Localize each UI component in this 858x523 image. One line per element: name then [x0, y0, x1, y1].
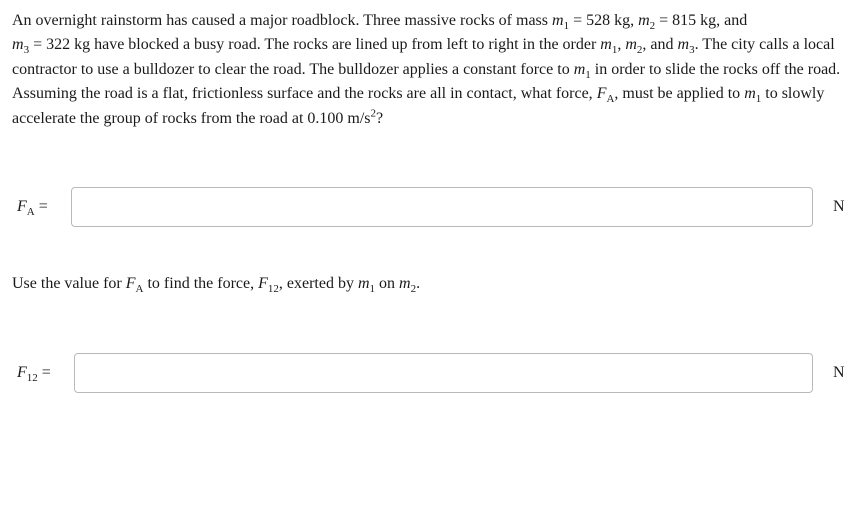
var-m1: $m_1$ — [573, 60, 591, 81]
fa-label: $F_A$ = — [17, 198, 48, 219]
f12-unit: N — [833, 364, 845, 381]
problem-statement — [12, 9, 854, 131]
var-F12: $F_{12}$ — [258, 275, 279, 296]
var-m2: $m_2$ — [638, 12, 656, 33]
followup-question: Use the value for $F_A$ to find the force, $F_{12}$, exerted by $m_1$ on $m_2$. — [12, 275, 421, 296]
problem-text: , and — [642, 36, 678, 54]
problem-text: ? — [376, 109, 384, 127]
problem-text: in order to slide the rocks off the road. Assuming the road is a flat, frictionless surface and the rocks are all in contact, what force, — [12, 60, 841, 103]
problem-text: = 528 kg, — [569, 12, 639, 29]
f12-answer-input[interactable] — [74, 353, 813, 393]
var-FA: $F_A$ — [596, 85, 615, 106]
var-m3: $m_3$ — [677, 36, 695, 57]
var-m1: $m_1$ — [357, 275, 376, 296]
var-m1: $m_1$ — [744, 85, 762, 106]
var-FA: $F_A$ — [125, 275, 144, 296]
problem-text: . The city calls a local contractor to use a bulldozer to clear the road. The bulldozer applies a constant force to — [12, 36, 835, 78]
fa-unit: N — [833, 198, 845, 215]
fa-answer-input[interactable] — [71, 187, 813, 227]
var-m1: $m_1$ — [552, 12, 570, 33]
problem-text: = 322 kg have blocked a busy road. The rocks are lined up from left to right in the order — [29, 36, 601, 54]
problem-text: , — [617, 36, 626, 54]
problem-text: to slowly accelerate the group of rocks from the road at 0.100 m/s — [12, 85, 825, 127]
f12-answer-row — [0, 353, 858, 393]
problem-text: = 815 kg, and — [655, 12, 748, 29]
problem-text: An overnight rainstorm has caused a major roadblock. Three massive rocks of mass — [12, 12, 552, 29]
var-m2: $m_2$ — [625, 36, 643, 57]
var-m2: $m_2$ — [399, 275, 417, 296]
var-m1: $m_1$ — [600, 36, 618, 57]
var-m3: $m_3$ — [12, 36, 30, 57]
f12-label: $F_{12}$ = — [17, 364, 51, 385]
problem-text: , must be applied to — [614, 85, 745, 103]
fa-answer-row — [0, 187, 858, 227]
exponent: 2 — [370, 107, 377, 120]
